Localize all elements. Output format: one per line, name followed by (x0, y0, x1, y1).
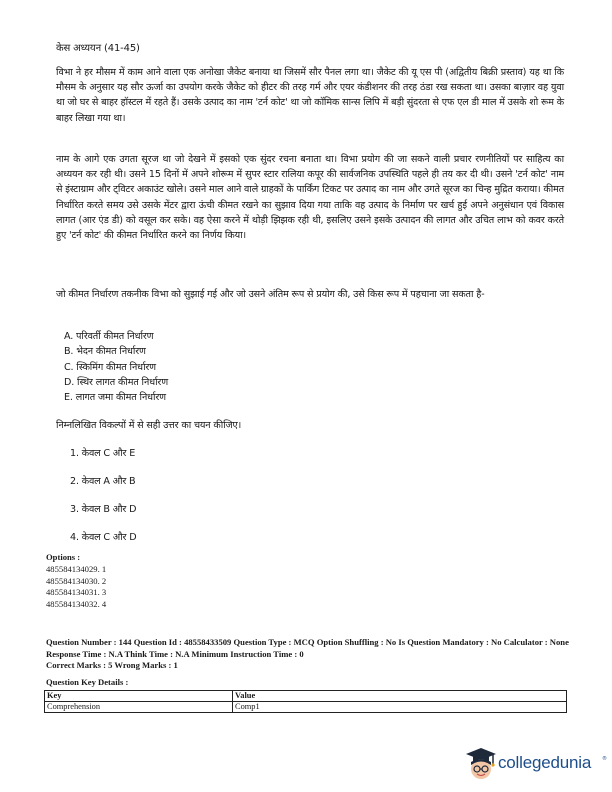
option-id-list (46, 564, 106, 610)
question-meta (46, 637, 576, 672)
answer-choice-1: 1. केवल C और E (70, 448, 136, 459)
list-item: D. स्थिर लागत कीमत निर्धारण (64, 376, 168, 388)
list-item: A. परिवर्ती कीमत निर्धारण (64, 331, 154, 342)
graduate-mascot-icon (462, 744, 498, 784)
answer-choice-2: 2. केवल A और B (70, 476, 136, 487)
statement-list (64, 329, 168, 405)
option-id: 485584134029. 1 (46, 564, 107, 574)
list-item: C. स्किमिंग कीमत निर्धारण (64, 361, 156, 373)
list-item: B. भेदन कीमत निर्धारण (64, 346, 146, 358)
table-cell-value: Comp1 (233, 702, 567, 713)
collegedunia-logo (462, 744, 608, 784)
question-meta-line-2: Correct Marks : 5 Wrong Marks : 1 (46, 660, 178, 671)
list-item: E. लागत जमा कीमत निर्धारण (64, 392, 166, 404)
key-details-table (44, 690, 567, 713)
case-paragraph-2: नाम के आगे एक उगता सूरज था जो देखने में इसको एक सुंदर रचना बनाता था। विभा प्रयोग की जा सकने वाली प्रचार रणनीतियों पर साहित्य का अध्ययन कर रही थी। उसने 15 दिनों में अपने शोरूम में सुपर स्टार रालिया कपूर की सार्वजनिक उपस्थिति पहले ही तय कर दी थी। उसने 'टर्न कोट' नाम से इंस्टाग्राम और ट्विटर अकाउंट खोले। उसने माल आने वाले ग्राहकों के पार्किंग टिकट पर उत्पाद का नाम और उगते सूरज का चिन्ह मुद्रित कराया। कीमत निर्धारित करते समय उसे उसके मेंटर द्वारा ऊंची कीमत रखने का सुझाव दिया गया ताकि वह उत्पाद के निर्माण पर खर्च हुई अपने अनुसंधान एवं विकास लागत (आर एंड डी) को वसूल कर सके। वह ऐसा करने में थोड़ी झिझक रही थी, इसलिए उसने इसके उत्पादन की लागत और उचित लाभ को कवर करते हुए 'टर्न कोट' की कीमत निर्धारित करने का निर्णय किया। (56, 154, 564, 242)
options-title: Options : (46, 552, 81, 562)
logo-text: collegedunia (498, 753, 592, 772)
table-cell-key: Comprehension (45, 702, 233, 713)
table-row (45, 702, 567, 713)
answer-instruction: निम्नलिखित विकल्पों में से सही उत्तर का चयन कीजिए। (56, 420, 242, 431)
option-id: 485584134030. 2 (46, 575, 107, 586)
case-paragraph-1: विभा ने हर मौसम में काम आने वाला एक अनोखा जैकेट बनाया था जिसमें सौर पैनल लगा था। जैकेट की यू एस पी (अद्वितीय बिक्री प्रस्ताव) यह था कि मौसम के अनुसार यह सौर ऊर्जा का उपयोग करके जैकेट को हीटर की तरह गर्म और एयर कंडीशनर की तरह ठंडा रख सकता था। उसका बाज़ार वह युवा था जो घर से बाहर हॉस्टल में रहते हैं। उसके उत्पाद का नाम 'टर्न कोट' था जो कॉमिक सान्स लिपि में बड़ी सुंदरता से एफ एल डी माल में उसके शो रूम के बाहर लिखा गया था। (56, 67, 565, 124)
answer-choice-4: 4. केवल C और D (70, 532, 137, 543)
table-header-value: Value (233, 691, 567, 702)
key-details-title: Question Key Details : (46, 677, 129, 687)
question-text: जो कीमत निर्धारण तकनीक विभा को सुझाई गई और जो उसने अंतिम रूप से प्रयोग की, उसे किस रूप में पहचाना जा सकता है- (56, 289, 485, 300)
question-meta-line-1: Question Number : 144 Question Id : 48558433509 Question Type : MCQ Option Shuffling : No Is Question Mandatory : No Calculator : None Response Time : N.A Think Time : N.A Minimum Instruction Time : 0 (46, 637, 569, 659)
option-id: 485584134031. 3 (46, 587, 107, 598)
table-header-row (45, 691, 567, 702)
case-heading: केस अध्ययन (41-45) (56, 43, 140, 54)
option-id: 485584134032. 4 (46, 598, 107, 609)
logo-trademark: ® (602, 756, 607, 762)
table-header-key: Key (45, 691, 233, 702)
answer-choice-3: 3. केवल B और D (70, 504, 137, 515)
